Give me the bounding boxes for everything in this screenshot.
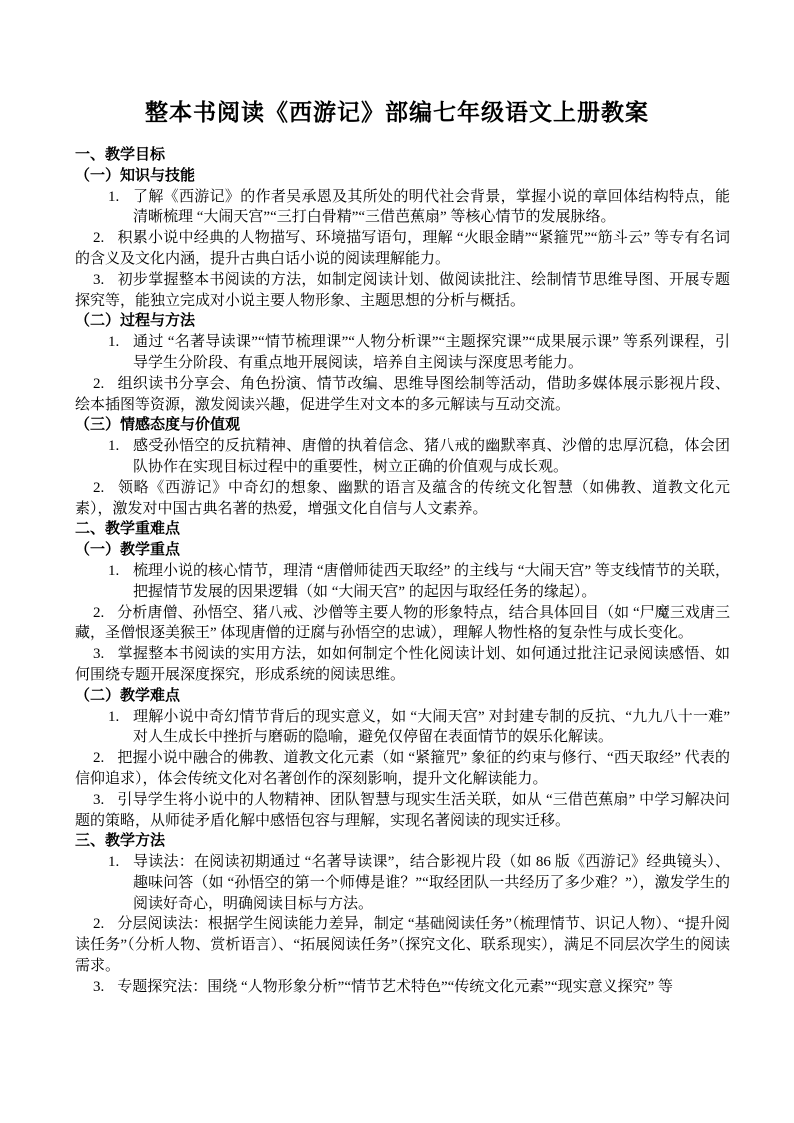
numbered-paragraph <box>75 644 730 686</box>
subsection-heading: （一）知识与技能 <box>75 167 196 184</box>
numbered-paragraph <box>75 270 730 312</box>
item-text: 分层阅读法：根据学生阅读能力差异，制定 “基础阅读任务”（梳理情节、识记人物）、“提升阅读任务”（分析人物、赏析语言）、“拓展阅读任务”（探究文化、联系现实），满足不同层次学生的阅读需求。 <box>75 916 730 975</box>
numbered-list-item <box>75 332 730 374</box>
numbered-paragraph <box>75 374 730 416</box>
item-text: 理解小说中奇幻情节背后的现实意义，如 “大闹天宫” 对封建专制的反抗、“九九八十一难” 对人生成长中挫折与磨砺的隐喻，避免仅停留在表面情节的娱乐化解读。 <box>133 708 730 746</box>
item-number: 1. <box>108 708 120 725</box>
item-text: 组织读书分享会、角色扮演、情节改编、思维导图绘制等活动，借助多媒体展示影视片段、绘本插图等资源，激发阅读兴趣，促进学生对文本的多元解读与互动交流。 <box>75 375 730 413</box>
item-number: 1. <box>108 562 120 579</box>
item-text: 把握小说中融合的佛教、道教文化元素（如 “紧箍咒” 象征的约束与修行、“西天取经” 代表的信仰追求），体会传统文化对名著创作的深刻影响，提升文化解读能力。 <box>75 750 730 787</box>
item-text: 专题探究法：围绕 “人物形象分析”“情节艺术特色”“传统文化元素”“现实意义探究” 等 <box>117 978 674 995</box>
subsection-heading: （二）教学难点 <box>75 687 181 704</box>
item-number: 3. <box>93 978 105 995</box>
item-number: 3. <box>93 646 105 663</box>
numbered-list-item <box>75 852 730 914</box>
subsection-heading: （二）过程与方法 <box>75 313 196 330</box>
item-text: 积累小说中经典的人物描写、环境描写语句，理解 “火眼金睛”“紧箍咒”“筋斗云” 等专有名词的含义及文化内涵，提升古典白话小说的阅读理解能力。 <box>75 230 730 267</box>
item-text: 导读法：在阅读初期通过 “名著导读课”，结合影视片段（如 86 版《西游记》经典镜头）、趣味问答（如 “孙悟空的第一个师傅是谁？”“取经团队一共经历了多少难？”），激发学生的阅读好奇心，明确阅读目标与方法。 <box>133 854 730 912</box>
subsection-heading: （三）情感态度与价值观 <box>75 417 241 434</box>
section-heading: 三、教学方法 <box>75 833 166 850</box>
numbered-list-item <box>75 187 730 229</box>
item-number: 2. <box>93 750 105 767</box>
item-number: 2. <box>93 375 105 392</box>
numbered-paragraph <box>75 478 730 520</box>
item-number: 3. <box>93 791 105 808</box>
item-text: 通过 “名著导读课”“情节梳理课”“人物分析课”“主题探究课”“成果展示课” 等系列课程，引导学生分阶段、有重点地开展阅读，培养自主阅读与深度思考能力。 <box>133 334 730 371</box>
numbered-paragraph <box>75 790 730 832</box>
item-number: 2. <box>93 230 105 247</box>
numbered-list-item <box>75 707 730 749</box>
numbered-paragraph <box>75 977 730 998</box>
item-number: 2. <box>93 604 105 621</box>
numbered-paragraph <box>75 748 730 790</box>
item-text: 领略《西游记》中奇幻的想象、幽默的语言及蕴含的传统文化智慧（如佛教、道教文化元素），激发对中国古典名著的热爱，增强文化自信与人文素养。 <box>75 479 730 517</box>
item-number: 1. <box>108 854 120 871</box>
item-text: 初步掌握整本书阅读的方法，如制定阅读计划、做阅读批注、绘制情节思维导图、开展专题探究等，能独立完成对小说主要人物形象、主题思想的分析与概括。 <box>75 271 730 309</box>
item-text: 感受孙悟空的反抗精神、唐僧的执着信念、猪八戒的幽默率真、沙僧的忠厚沉稳，体会团队协作在实现目标过程中的重要性，树立正确的价值观与成长观。 <box>133 438 730 475</box>
numbered-list-item <box>75 436 730 478</box>
item-text: 梳理小说的核心情节，理清 “唐僧师徒西天取经” 的主线与 “大闹天宫” 等支线情节的关联，把握情节发展的因果逻辑（如 “大闹天宫” 的起因与取经任务的缘起）。 <box>133 562 730 600</box>
document-title: 整本书阅读《西游记》部编七年级语文上册教案 <box>145 100 649 125</box>
subsection-heading: （一）教学重点 <box>75 542 181 559</box>
numbered-paragraph <box>75 914 730 976</box>
item-number: 3. <box>93 271 105 288</box>
item-number: 2. <box>93 916 105 933</box>
section-heading: 一、教学目标 <box>75 147 166 163</box>
item-text: 掌握整本书阅读的实用方法，如如何制定个性化阅读计划、如何通过批注记录阅读感悟、如何围绕专题开展深度探究，形成系统的阅读思维。 <box>75 646 730 683</box>
section-heading: 二、教学重难点 <box>75 521 181 538</box>
document-body <box>75 145 730 998</box>
item-text: 引导学生将小说中的人物精神、团队智慧与现实生活关联，如从 “三借芭蕉扇” 中学习解决问题的策略，从师徒矛盾化解中感悟包容与理解，实现名著阅读的现实迁移。 <box>75 791 730 829</box>
item-number: 1. <box>108 188 120 205</box>
numbered-list-item <box>75 561 730 603</box>
numbered-paragraph <box>75 228 730 270</box>
numbered-paragraph <box>75 603 730 645</box>
item-text: 分析唐僧、孙悟空、猪八戒、沙僧等主要人物的形象特点，结合具体回目（如 “尸魔三戏唐三藏，圣僧恨逐美猴王” 体现唐僧的迂腐与孙悟空的忠诚），理解人物性格的复杂性与成长变化。 <box>75 604 730 642</box>
item-number: 1. <box>108 438 120 455</box>
item-number: 2. <box>93 479 105 496</box>
item-text: 了解《西游记》的作者吴承恩及其所处的明代社会背景，掌握小说的章回体结构特点，能清晰梳理 “大闹天宫”“三打白骨精”“三借芭蕉扇” 等核心情节的发展脉络。 <box>133 188 730 226</box>
item-number: 1. <box>108 334 120 351</box>
